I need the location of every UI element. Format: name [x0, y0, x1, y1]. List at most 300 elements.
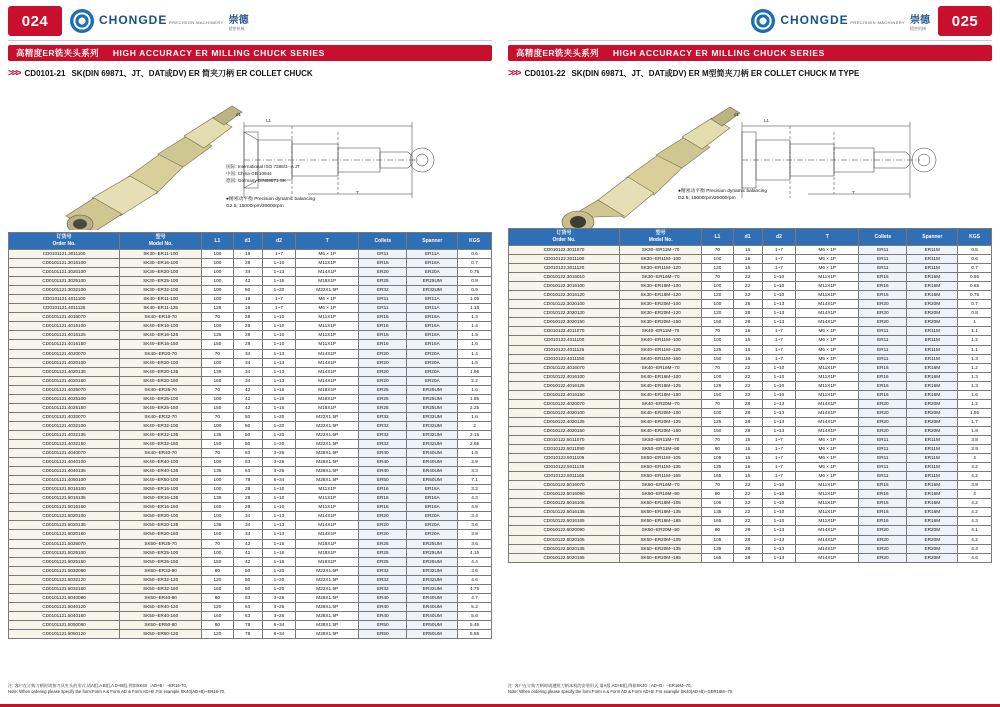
cell-value: 1 [958, 318, 992, 327]
cell-collets: ER16 [859, 381, 907, 390]
cell-spanner: ER16M [907, 291, 958, 300]
cell-spanner: ER11A [407, 295, 458, 304]
cell-value: 1~20 [262, 575, 296, 584]
brand-name: CHONGDE [780, 13, 849, 28]
cell-value: 100 [702, 255, 733, 264]
cell-value: 90 [702, 445, 733, 454]
table-row[interactable] [9, 521, 492, 530]
cell-value: M14X1P [296, 358, 359, 367]
cell-order-no: CD010122.3011070 [509, 246, 620, 255]
cell-value: 1.3 [458, 313, 492, 322]
cell-order-no: CD0101121.4020160 [9, 376, 120, 385]
cell-model-no: SK40--ER16M--70 [620, 363, 702, 372]
cell-spanner: ER11M [907, 336, 958, 345]
table-row[interactable] [9, 340, 492, 349]
table-row[interactable] [509, 264, 992, 273]
cell-order-no: CD0101121.4016125 [9, 331, 120, 340]
cell-value: 1~10 [762, 273, 796, 282]
cell-value: 1.85 [458, 394, 492, 403]
cell-order-no: CD010122.4016125 [509, 381, 620, 390]
cell-value: 125 [702, 345, 733, 354]
cell-value: 16 [733, 445, 762, 454]
cell-spanner: ER16A [407, 313, 458, 322]
table-row[interactable] [9, 268, 492, 277]
cell-value: M18X1P [296, 403, 359, 412]
cell-value: 28 [733, 417, 762, 426]
cell-value: 3~26 [262, 593, 296, 602]
cell-value: M18X1P [296, 539, 359, 548]
cell-model-no: SK50--ER20-160 [120, 530, 202, 539]
cell-collets: ER16 [359, 322, 407, 331]
table-row[interactable] [509, 273, 992, 282]
table-row[interactable] [9, 277, 492, 286]
cell-order-no: CD0101121.4025150 [9, 403, 120, 412]
cell-value: 28 [733, 426, 762, 435]
cell-order-no: CD0101121.3032100 [9, 286, 120, 295]
cell-collets: ER20 [359, 358, 407, 367]
footnote-en: Note: When ordering please specify the form:Form A & Form AD & Form AD+B .For example SK40(AD+B)--GER16M--70. [508, 689, 734, 695]
cell-model-no: SK40--ER32-150 [120, 439, 202, 448]
cell-value: 1~13 [762, 399, 796, 408]
cell-value: M14X1P [296, 530, 359, 539]
cell-value: 1~13 [762, 417, 796, 426]
cell-collets: ER25 [359, 385, 407, 394]
cell-spanner: ER25UM [407, 557, 458, 566]
cell-order-no: CD0101121.5016160 [9, 503, 120, 512]
table-row[interactable] [509, 535, 992, 544]
cell-spanner: ER40UM [407, 602, 458, 611]
table-row[interactable] [9, 512, 492, 521]
cell-collets: ER16 [859, 508, 907, 517]
cell-spanner: ER11M [907, 472, 958, 481]
cell-value: 28 [733, 535, 762, 544]
model-description: SK(DIN 69871、JT、DAT或DV) ER 简夹刀柄 ER COLLET CHUCK [71, 68, 313, 78]
cell-value: 7.1 [458, 476, 492, 485]
table-row[interactable] [509, 417, 992, 426]
cell-value: 16 [733, 435, 762, 444]
cell-value: 150 [202, 403, 233, 412]
cell-value: 135 [702, 508, 733, 517]
table-row[interactable] [9, 286, 492, 295]
table-row[interactable] [9, 259, 492, 268]
table-row[interactable] [9, 539, 492, 548]
table-row[interactable] [509, 463, 992, 472]
cell-value: 1~20 [262, 286, 296, 295]
table-row[interactable] [9, 449, 492, 458]
cell-value: 3.4 [458, 512, 492, 521]
cell-spanner: ER25UM [407, 277, 458, 286]
cell-model-no: SK50--ER20M--105 [620, 535, 702, 544]
cell-model-no: SK50--ER20M--90 [620, 526, 702, 535]
cell-collets: ER20 [359, 530, 407, 539]
cell-value: M22X1.5P [296, 412, 359, 421]
table-row[interactable] [509, 445, 992, 454]
cell-value: 70 [702, 327, 733, 336]
table-row[interactable] [9, 557, 492, 566]
footnote-en: Note: When ordering please specify the form:Form A & Form AD & Form AD+B .For example SK40(AD+B)--ER16-70. [8, 689, 226, 695]
cell-spanner: ER16M [907, 490, 958, 499]
cell-value: 1~13 [262, 512, 296, 521]
cell-value: M6 × 1P [296, 250, 359, 259]
table-row[interactable] [509, 372, 992, 381]
cell-value: M11X1P [296, 331, 359, 340]
cell-order-no: CD0101121.4025100 [9, 394, 120, 403]
cell-value: 16 [733, 354, 762, 363]
cell-value: 22 [733, 273, 762, 282]
cell-spanner: ER11M [907, 354, 958, 363]
cell-value: M18X1P [296, 548, 359, 557]
cell-value: 1.5 [458, 331, 492, 340]
table-row[interactable] [509, 499, 992, 508]
th-model-no: 型号 Model No. [620, 229, 702, 246]
cell-value: 1.2 [958, 399, 992, 408]
table-row[interactable] [9, 250, 492, 259]
cell-value: 3.6 [458, 521, 492, 530]
cell-spanner: ER40UM [407, 458, 458, 467]
cell-value: 1~10 [262, 503, 296, 512]
cell-order-no: CD0101121.4040100 [9, 458, 120, 467]
cell-value: 16 [733, 454, 762, 463]
table-row[interactable] [9, 566, 492, 575]
table-row[interactable] [509, 354, 992, 363]
table-row[interactable] [509, 345, 992, 354]
table-row[interactable] [9, 349, 492, 358]
table-row[interactable] [9, 430, 492, 439]
cell-value: M6 × 1P [796, 264, 859, 273]
cell-model-no: SK40--ER11-100 [120, 295, 202, 304]
cell-spanner: ER20A [407, 358, 458, 367]
cell-value: 135 [702, 544, 733, 553]
table-row[interactable] [9, 584, 492, 593]
cell-value: M14X1P [796, 300, 859, 309]
cell-value: 42 [233, 394, 262, 403]
cell-order-no: CD010122.5011105 [509, 454, 620, 463]
cell-value: 28 [233, 494, 262, 503]
cell-value: M22X1.5P [296, 566, 359, 575]
cell-value: 22 [733, 381, 762, 390]
table-row[interactable] [509, 336, 992, 345]
cell-value: 1~7 [762, 246, 796, 255]
cell-value: 1~7 [762, 463, 796, 472]
cell-value: M11X1P [296, 485, 359, 494]
cell-spanner: ER20A [407, 367, 458, 376]
cell-spanner: ER11M [907, 255, 958, 264]
cell-value: 78 [233, 629, 262, 638]
cell-value: 100 [702, 282, 733, 291]
cell-value: 4.7 [458, 593, 492, 602]
cell-value: 34 [233, 367, 262, 376]
chevron-right-icon: >>> [8, 67, 20, 79]
cell-value: M28X1.5P [296, 620, 359, 629]
right-page [500, 0, 1000, 707]
cell-value: M11X1P [796, 291, 859, 300]
cell-model-no: SK50--ER50-120 [120, 629, 202, 638]
cell-value: M11X1P [296, 340, 359, 349]
cell-order-no: CD0101121.5025070 [9, 539, 120, 548]
cell-collets: ER16 [859, 499, 907, 508]
cell-collets: ER16 [859, 363, 907, 372]
table-row[interactable] [9, 322, 492, 331]
cell-spanner: ER50UM [407, 476, 458, 485]
cell-value: 1~10 [262, 340, 296, 349]
cell-value: 16 [733, 336, 762, 345]
th-l1: L1 [702, 229, 733, 246]
cell-value: 125 [202, 331, 233, 340]
cell-order-no: CD0101121.4011100 [9, 295, 120, 304]
cell-value: 1~7 [262, 304, 296, 313]
table-row[interactable] [509, 517, 992, 526]
cell-model-no: SK40--ER16M--150 [620, 390, 702, 399]
cell-collets: ER11 [359, 304, 407, 313]
table-row[interactable] [9, 593, 492, 602]
table-row[interactable] [9, 467, 492, 476]
table-row[interactable] [509, 426, 992, 435]
table-row[interactable] [9, 385, 492, 394]
model-line-right [508, 66, 992, 80]
cell-value: 1~10 [762, 291, 796, 300]
cell-value: 16 [733, 472, 762, 481]
table-row[interactable] [509, 363, 992, 372]
cell-value: 1~7 [262, 295, 296, 304]
balance-line-1: G2.5; 15000rpm/20000rpm [226, 204, 284, 210]
footnote-cn: 注: 客户在订购刀柄时请按刀具夹头的形式,请A组,A B组,A D+B组,例如SK40〔AD+B〕--ER16-70。 [8, 683, 190, 688]
cell-value: M11X1P [796, 508, 859, 517]
cell-order-no: CD0101121.4032070 [9, 412, 120, 421]
cell-model-no: SK40--ER20-100 [120, 358, 202, 367]
cell-spanner: ER16M [907, 381, 958, 390]
cell-model-no: SK30--ER16-100 [120, 259, 202, 268]
product-drawing-left [8, 82, 492, 230]
table-row[interactable] [509, 544, 992, 553]
cell-collets: ER40 [359, 458, 407, 467]
table-row[interactable] [9, 358, 492, 367]
cell-value: 3~26 [262, 449, 296, 458]
cell-value: 165 [702, 553, 733, 562]
cell-value: 22 [733, 508, 762, 517]
table-row[interactable] [509, 318, 992, 327]
cell-model-no: SK30--ER11-100 [120, 250, 202, 259]
cell-value: 125 [702, 417, 733, 426]
cell-collets: ER50 [359, 476, 407, 485]
cell-value: 28 [733, 399, 762, 408]
table-row[interactable] [9, 313, 492, 322]
cell-model-no: SK30--ER25-100 [120, 277, 202, 286]
cell-value: M14X1P [296, 367, 359, 376]
footnote-cn: 注: 客户在订购刀柄时请遵照刀柄本机的安装形式,请A组,AD+B组,例如SK40〔AD+B〕--ER16M--70。 [508, 683, 695, 688]
table-row[interactable] [9, 394, 492, 403]
table-row[interactable] [9, 629, 492, 638]
th-spanner: Spanner [907, 229, 958, 246]
table-row[interactable] [509, 490, 992, 499]
cell-collets: ER32 [359, 421, 407, 430]
cell-model-no: SK40--ER40-135 [120, 467, 202, 476]
table-row[interactable] [509, 390, 992, 399]
cell-model-no: SK40--ER11M--125 [620, 345, 702, 354]
cell-value: 1~7 [762, 445, 796, 454]
cell-model-no: SK40--ER20M--100 [620, 408, 702, 417]
spec-table-left [8, 232, 492, 639]
cell-model-no: SK40--ER32-70 [120, 412, 202, 421]
cell-order-no: CD0101121.4011125 [9, 304, 120, 313]
cell-order-no: CD0101121.5020100 [9, 512, 120, 521]
table-row[interactable] [509, 300, 992, 309]
cell-order-no: CD010122.4016070 [509, 363, 620, 372]
cell-collets: ER11 [859, 354, 907, 363]
cell-value: M11X1P [796, 363, 859, 372]
drawing-svg [508, 82, 992, 230]
cell-value: M14X1P [796, 535, 859, 544]
table-row[interactable] [509, 327, 992, 336]
table-row[interactable] [509, 282, 992, 291]
table-row[interactable] [9, 485, 492, 494]
cell-order-no: CD010122.5016070 [509, 481, 620, 490]
table-row[interactable] [9, 376, 492, 385]
cell-collets: ER11 [359, 250, 407, 259]
cell-order-no: CD0101121.4020070 [9, 349, 120, 358]
cell-value: 1.8 [958, 426, 992, 435]
table-row[interactable] [9, 530, 492, 539]
table-row[interactable] [9, 367, 492, 376]
cell-value: 5.6 [458, 611, 492, 620]
table-row[interactable] [9, 304, 492, 313]
cell-value: 3.9 [958, 445, 992, 454]
table-row[interactable] [9, 403, 492, 412]
table-row[interactable] [509, 399, 992, 408]
table-row[interactable] [9, 439, 492, 448]
cell-collets: ER25 [359, 539, 407, 548]
table-row[interactable] [9, 503, 492, 512]
cell-value: 28 [233, 322, 262, 331]
cell-spanner: ER20M [907, 318, 958, 327]
cell-model-no: SK30--ER32-100 [120, 286, 202, 295]
cell-value: 5.45 [458, 620, 492, 629]
cell-value: 1~13 [762, 544, 796, 553]
cell-value: 100 [202, 485, 233, 494]
cell-value: 150 [202, 439, 233, 448]
table-row[interactable] [509, 472, 992, 481]
brand-text [780, 14, 905, 27]
table-row[interactable] [509, 553, 992, 562]
table-row[interactable] [9, 331, 492, 340]
table-row[interactable] [9, 611, 492, 620]
cell-value: 42 [233, 403, 262, 412]
cell-value: 1~10 [762, 372, 796, 381]
table-row[interactable] [509, 381, 992, 390]
cell-order-no: CD0101121.5020160 [9, 530, 120, 539]
cell-value: 22 [733, 390, 762, 399]
cell-order-no: CD0101121.5020135 [9, 521, 120, 530]
table-row[interactable] [509, 508, 992, 517]
table-row[interactable] [9, 494, 492, 503]
cell-value: 3.6 [458, 539, 492, 548]
table-row[interactable] [509, 408, 992, 417]
table-row[interactable] [509, 481, 992, 490]
cell-value: 100 [202, 295, 233, 304]
cell-value: 120 [202, 575, 233, 584]
cell-value: 2.15 [458, 430, 492, 439]
table-row[interactable] [509, 255, 992, 264]
cell-model-no: SK30--ER16M--120 [620, 291, 702, 300]
table-row[interactable] [509, 246, 992, 255]
table-row[interactable] [509, 291, 992, 300]
cell-value: 0.6 [958, 255, 992, 264]
cell-model-no: SK40--ER16M--125 [620, 381, 702, 390]
table-row[interactable] [9, 602, 492, 611]
th-t: T [796, 229, 859, 246]
cell-value: 1~13 [262, 358, 296, 367]
cell-value: M6 × 1P [796, 454, 859, 463]
cell-value: 1~16 [262, 403, 296, 412]
cell-order-no: CD0101121.5040160 [9, 611, 120, 620]
table-row[interactable] [9, 412, 492, 421]
series-title-cn: 高精度ER铣夹头系列 [16, 48, 99, 58]
cell-value: 1~10 [762, 381, 796, 390]
table-row[interactable] [509, 309, 992, 318]
cell-spanner: ER16A [407, 340, 458, 349]
cell-value: 1.7 [958, 417, 992, 426]
table-row[interactable] [9, 458, 492, 467]
cell-value: 28 [233, 340, 262, 349]
table-row[interactable] [9, 476, 492, 485]
cell-value: M14X1P [796, 408, 859, 417]
cell-value: M28X1.5P [296, 467, 359, 476]
cell-model-no: SK30--ER16M--70 [620, 273, 702, 282]
cell-value: 28 [733, 526, 762, 535]
cell-model-no: SK40--ER20-70 [120, 349, 202, 358]
cell-collets: ER16 [859, 390, 907, 399]
cell-model-no: SK40--ER20M--150 [620, 426, 702, 435]
cell-value: M18X1P [296, 557, 359, 566]
cell-value: M14X1P [796, 318, 859, 327]
cell-order-no: CD0101121.4032135 [9, 430, 120, 439]
cell-value: 1.1 [958, 327, 992, 336]
series-title-cn: 高精度ER铣夹头系列 [516, 48, 599, 58]
cell-value: M14X1P [796, 309, 859, 318]
cell-collets: ER20 [859, 426, 907, 435]
cell-value: 3~26 [262, 602, 296, 611]
cell-spanner: ER20A [407, 530, 458, 539]
cell-value: 28 [733, 553, 762, 562]
cell-model-no: SK50--ER16M--165 [620, 517, 702, 526]
cell-value: 70 [202, 313, 233, 322]
cell-value: M14X1P [796, 526, 859, 535]
table-row[interactable] [509, 454, 992, 463]
cell-value: M6 × 1P [796, 472, 859, 481]
cell-collets: ER20 [359, 367, 407, 376]
table-row[interactable] [509, 526, 992, 535]
cell-collets: ER20 [359, 268, 407, 277]
cell-order-no: CD010122.5020165 [509, 553, 620, 562]
cell-value: 1~10 [262, 331, 296, 340]
cell-spanner: ER11M [907, 454, 958, 463]
table-row[interactable] [509, 435, 992, 444]
cell-value: 135 [202, 467, 233, 476]
table-row[interactable] [9, 295, 492, 304]
cell-value: 2 [458, 421, 492, 430]
cell-value: 1.2 [958, 336, 992, 345]
cell-value: M11X1P [796, 481, 859, 490]
cell-value: 42 [233, 557, 262, 566]
table-row[interactable] [9, 421, 492, 430]
spec-table-right [508, 228, 992, 563]
table-row[interactable] [9, 548, 492, 557]
cell-spanner: ER20M [907, 309, 958, 318]
table-row[interactable] [9, 620, 492, 629]
cell-value: 1~13 [762, 535, 796, 544]
cell-spanner: ER11A [407, 304, 458, 313]
cell-value: 1.4 [458, 349, 492, 358]
table-row[interactable] [9, 575, 492, 584]
